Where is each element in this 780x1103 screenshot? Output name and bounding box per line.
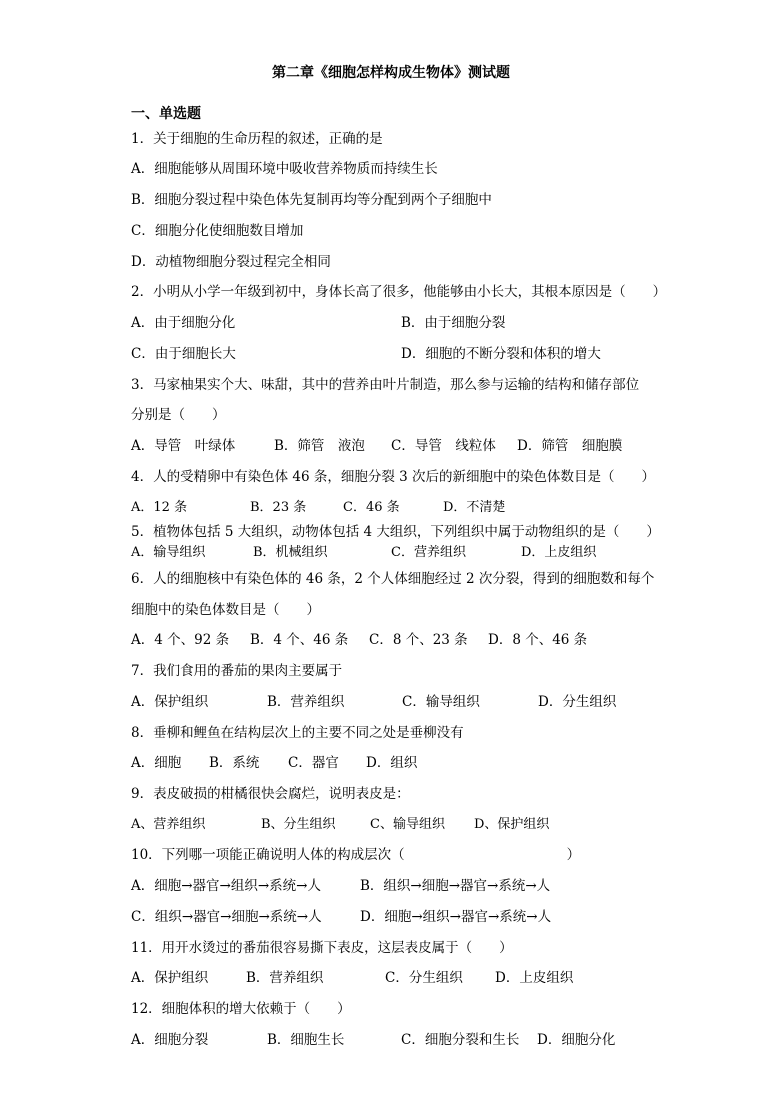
- q12-option-c: C．细胞分裂和生长: [401, 1032, 520, 1048]
- q4-option-d: D．不清楚: [443, 500, 506, 515]
- q1-option-a: A．细胞能够从周围环境中吸收营养物质而持续生长: [131, 161, 438, 177]
- q10-stem: 10．下列哪一项能正确说明人体的构成层次（ ）: [131, 847, 581, 863]
- q9-option-a: A、营养组织: [131, 817, 206, 832]
- q6-stem-line2: 细胞中的染色体数目是（ ）: [131, 602, 320, 618]
- q11-option-d: D．上皮组织: [495, 970, 574, 986]
- q5-option-d: D．上皮组织: [521, 545, 597, 560]
- q5-option-a: A．输导组织: [131, 545, 206, 560]
- q2-stem: 2．小明从小学一年级到初中，身体长高了很多，他能够由小长大，其根本原因是（ ）: [131, 284, 667, 300]
- q6-option-b: B．4 个、46 条: [250, 632, 349, 648]
- q7-option-d: D．分生组织: [538, 694, 617, 710]
- q2-option-d: D．细胞的不断分裂和体积的增大: [401, 346, 601, 362]
- q10-option-b: B．组织→细胞→器官→系统→人: [360, 878, 551, 894]
- q3-stem-line2: 分别是（ ）: [131, 407, 226, 423]
- q11-option-c: C．分生组织: [385, 970, 463, 986]
- q5-option-c: C．营养组织: [391, 545, 466, 560]
- section-heading: 一、单选题: [131, 106, 201, 122]
- q8-stem: 8．垂柳和鲤鱼在结构层次上的主要不同之处是垂柳没有: [131, 725, 464, 741]
- q11-option-b: B．营养组织: [246, 970, 324, 986]
- q11-stem: 11．用开水烫过的番茄很容易撕下表皮，这层表皮属于（ ）: [131, 940, 513, 956]
- q3-option-d: D．筛管 细胞膜: [517, 438, 623, 454]
- q3-option-b: B．筛管 液泡: [274, 438, 365, 454]
- q6-option-a: A．4 个、92 条: [131, 632, 230, 648]
- q12-option-b: B．细胞生长: [267, 1032, 345, 1048]
- q9-option-c: C、输导组织: [370, 817, 445, 832]
- q8-option-a: A．细胞: [131, 755, 182, 771]
- q1-option-c: C．细胞分化使细胞数目增加: [131, 223, 304, 239]
- q4-option-c: C．46 条: [343, 500, 400, 515]
- q4-option-b: B．23 条: [250, 500, 307, 515]
- q12-option-d: D．细胞分化: [537, 1032, 616, 1048]
- q4-option-a: A．12 条: [131, 500, 188, 515]
- q6-option-d: D．8 个、46 条: [488, 632, 588, 648]
- q10-option-a: A．细胞→器官→组织→系统→人: [131, 878, 321, 894]
- q10-option-c: C．组织→器官→细胞→系统→人: [131, 909, 322, 925]
- q4-stem: 4．人的受精卵中有染色体 46 条，细胞分裂 3 次后的新细胞中的染色体数目是（ ）: [131, 469, 656, 485]
- q12-option-a: A．细胞分裂: [131, 1032, 209, 1048]
- q12-stem: 12．细胞体积的增大依赖于（ ）: [131, 1001, 351, 1017]
- q7-option-b: B．营养组织: [267, 694, 345, 710]
- q9-stem: 9．表皮破损的柑橘很快会腐烂，说明表皮是：: [131, 786, 410, 802]
- q5-option-b: B．机械组织: [253, 545, 328, 560]
- q2-option-c: C．由于细胞长大: [131, 346, 236, 362]
- q7-option-a: A．保护组织: [131, 694, 209, 710]
- q3-stem-line1: 3．马家柚果实个大、味甜，其中的营养由叶片制造，那么参与运输的结构和储存部位: [131, 377, 640, 393]
- q9-option-b: B、分生组织: [261, 817, 336, 832]
- q7-option-c: C．输导组织: [402, 694, 480, 710]
- page-title: 第二章《细胞怎样构成生物体》测试题: [272, 65, 510, 81]
- q11-option-a: A．保护组织: [131, 970, 209, 986]
- q6-stem-line1: 6．人的细胞核中有染色体的 46 条，2 个人体细胞经过 2 次分裂，得到的细胞数和每个: [131, 571, 655, 587]
- q6-option-c: C．8 个、23 条: [369, 632, 468, 648]
- q10-option-d: D．细胞→组织→器官→系统→人: [360, 909, 552, 925]
- q8-option-d: D．组织: [366, 755, 418, 771]
- q8-option-c: C．器官: [288, 755, 339, 771]
- q7-stem: 7．我们食用的番茄的果肉主要属于: [131, 663, 343, 679]
- q3-option-a: A．导管 叶绿体: [131, 438, 236, 454]
- q1-stem: 1．关于细胞的生命历程的叙述，正确的是: [131, 131, 383, 147]
- q2-option-a: A．由于细胞分化: [131, 315, 236, 331]
- q1-option-d: D．动植物细胞分裂过程完全相同: [131, 254, 331, 270]
- q8-option-b: B．系统: [209, 755, 260, 771]
- q1-option-b: B．细胞分裂过程中染色体先复制再均等分配到两个子细胞中: [131, 192, 492, 208]
- q3-option-c: C．导管 线粒体: [391, 438, 496, 454]
- q2-option-b: B．由于细胞分裂: [401, 315, 506, 331]
- q5-stem: 5．植物体包括 5 大组织，动物体包括 4 大组织，下列组织中属于动物组织的是（ ）: [131, 524, 660, 540]
- q9-option-d: D、保护组织: [474, 817, 550, 832]
